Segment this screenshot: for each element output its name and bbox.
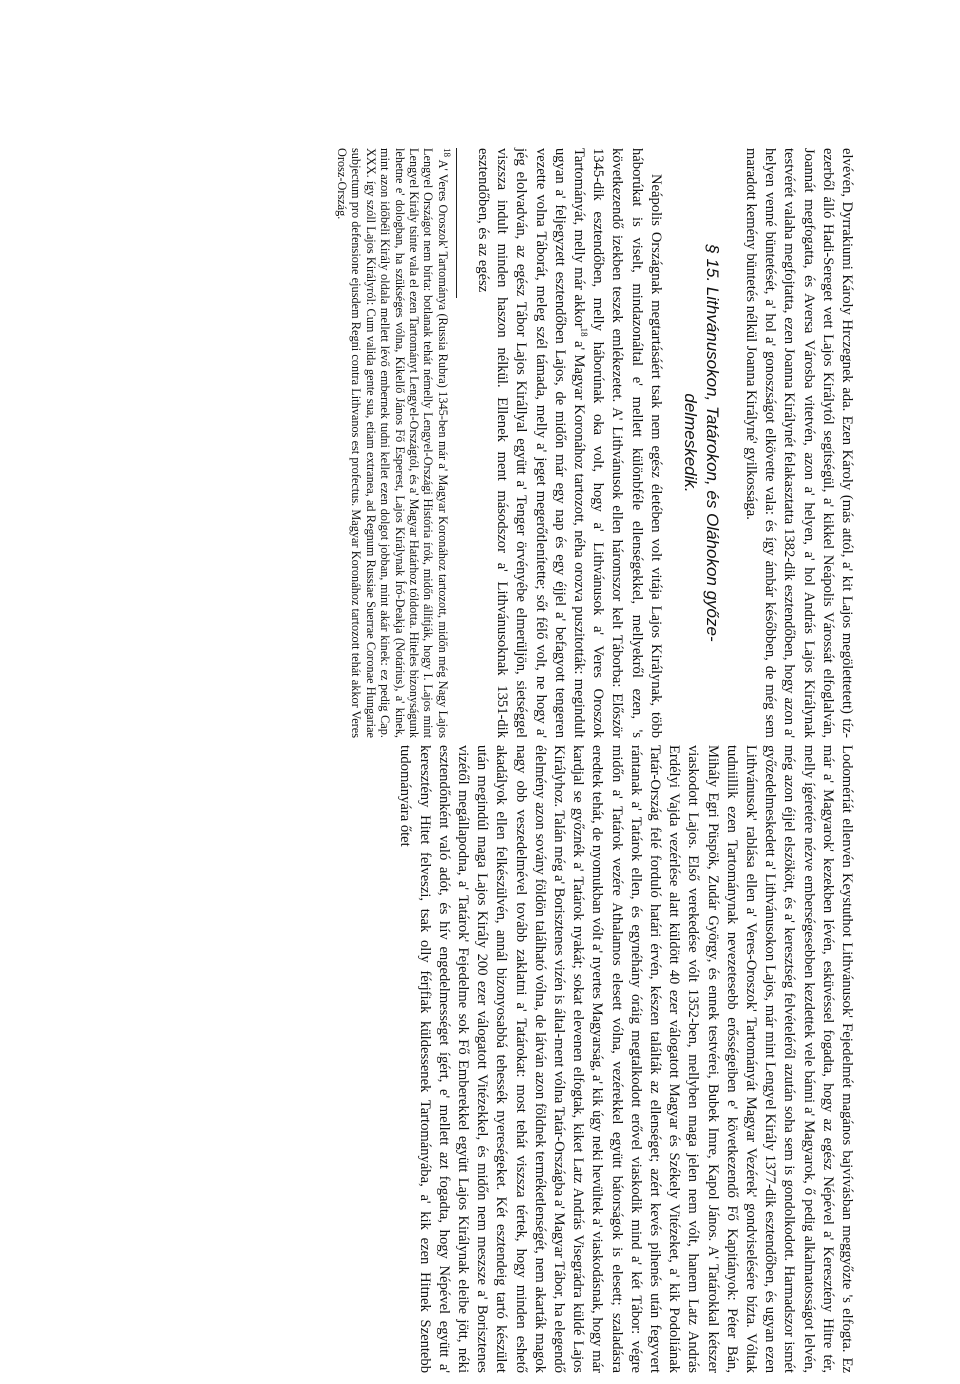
footnote <box>335 148 450 738</box>
footnote-text: A' Veres Oroszok' Tartománya (Russia Rubra) 1345-ben már a' Magyar Koronához tartozott, midőn még Nagy Lajos Lengyel Országot nem bírta: botlanak tehát némelly Lengyel-Országi História írók, midőn állítják, hogy I. Lajos mint Lengyel Király tsinte vala el ezen Tartományt Lengyel-Országtól, és a' Magyar Határhoz tóldotta. Hiteles bizonyságunk lehetne e' dologban, ha szükséges vólna, Kikellő János Fő Esperest, Lajos Királynak Író-Deakja (Notárius), a' kinek, mint azon időbéli Király oldala mellett lévő embernek tudni kellet ezen dolgot jobban, mint akár kinek: ez pedig Cap. XXX. így szóll Lajos Királyról: Cum valida gente sua, etiam extranea, ad Regnum Russiae Suerrae Coronae Hungariae subjectum pro defensione ejusdem Regni contra Lithvanos est profectus. Magyar Koronához tartozott tehát akkor Veres Orosz-Ország. <box>334 148 450 738</box>
footnote-reference: 18 <box>578 327 589 337</box>
left-paragraph-2 <box>473 148 665 738</box>
section-heading-line-2: delmeskedik. <box>680 393 700 493</box>
right-page-column <box>395 745 856 1373</box>
section-heading <box>679 148 723 738</box>
footnote-number: 18 <box>441 148 452 157</box>
left-paragraph-2-text: Neápolis Országnak megtartásáért tsak nem egész életében volt vitája Lajos Királynak, több háborúkat is viselt, mindazonáltal e' mellett különbféle ellenségekkel, mellyekről ezen, 's következendő izekben teszek emlékezetet. A' Lithvánusok ellen háromszor kelt Táborba: Először 1345-dik esztendőben, melly háborúnak oka volt, hogy a' Lithvánusok a' Veres Oroszok Tartományát, melly már akkor <box>570 148 664 738</box>
footnote-divider <box>456 148 457 298</box>
left-page-column <box>335 148 857 738</box>
left-paragraph-2-continued: a' Magyar Koronához tartozott, néha orozva puszitották: megindult ugyan a' feljegyzett esztendőben Lajos, de midőn már egy nap és egy éjjel a' befagyott tengeren vezette volna Táborát, meleg szél támada, melly a' jeget megerőtlenítette; sőt félő volt, ne hogy a' jég elolvadván, az egész Tábor Lajos Királlyal együtt a' Tenger örvényébe elmerüljön, sietséggel viszsza indult minden haszon nélkül. Ellenek ment másodszor a' Lithvánusoknak 1351-dik esztendőben, és az egész <box>474 148 587 738</box>
section-heading-line-1: § 15. Lithvánusokon, Tatárokon, és Oláhokon győze- <box>702 244 722 642</box>
right-paragraph-1: Lodoméríát ellenvén Keystuthot Lithvánusok' Fejedelmét magános bajvívásban meggyőzte 's elfogta. Ez már a' Magyarok' kezekben lévén, esküvéssel fogadta, hogy az egész Népével a' Keresztény Hitre tér, melly ígéretére nézve emberségesebben kezdettek vele bánni a' Magyarok, ő pedig alkalmatosságot lelvén, még azon éjjel elszökött, és a' keresztség felvételéről azután soha sem is gondolkodott. Harmadszor ismét győzedelmeskedett a' Lithvánusokon Lajos, már mint Lengyel Király 1377-dik esztendőben, és ugyan ezen Lithvánusok' rablása ellen a' Veres-Oroszok' Tartományát Magyar Vezérek' gondviselésére bízta. Vóltak tudniillik ezen Tartománynak nevezetesebb erősségeiben e' következendő Fő Kapitányok: Péter Bán, Mihály Egri Püspök, Zudár György, és ennek testvérei, Bubek Imre, Kapol János. A' Tatárokkal kétszer viaskodott Lajos. Első verekedése vólt 1352-ben, mellyben maga jelen nem vólt, hanem Latz András Erdélyi Vajda vezérlése alatt küldött 40 ezer válogatott Magyar és Székely Vitézeket, a' kik Podoliának Tatár-Ország felé forduló határi érvén, készen találták az ellenséget; azért kevés pihenés után fegyvert rántanak a' Tatárok ellen, és egynéhány óráig megtalkodott erővel viaskodik mind a' két Tábor: végre midőn a' Tatárok vezére Athalamos elesett vólna, vezérekkel együtt bátorságok is elesett; szaladásra eredtek tehát, de nyomukban vólt a' nyertes Magyarság, a' kik úgy neki hevültek a' viaskodásnak, hogy már kardjal se győznék a' Tatárok nyakát; sokat elevenen elfogtak, kiket Latz András Visegrádra küldé Lajos Királyhoz. Talán még a' Borisztenes vizén is által-ment vólna Tatár-Országba a' Magyar Tábor, ha elegendő élelmény azon sovány földön található vólna, de látván azon földnek terméketlenségét, nem akarták magok nagy obb veszedelmével tovább zaklatni a' Tatárokat: most tehát viszsza tértek, hogy minden eshető akadályok ellen felkészülvén, annál bizonyosabbá tehessék nyereségeket. Két esztendeig tartó készület után megindúl maga Lajos Király 200 ezer válogatott Vitézekkel, és midőn nem meszsze a' Borisztenes vizétől megállapodna, a' Tatárok' Fejedelme sok Fő Emberekkel együtt Lajos Királynak eleibe jött, néki esztendőnként való adót, és hív engedelmességet ígért, e' mellett azt fogadta, hogy Népével együtt a' keresztény Hitet felveszi, tsak olly férjfiak küldessenek Tartományába, a' kik ezen Hitnek Szentebb tudományára őtet <box>397 745 855 1374</box>
left-paragraph-1: elvévén, Dyrrakiumi Károly Hrczegnek ada. Ezen Károly (más attól, a' kit Lajos megölettetett) tíz-ezerből álló Hadi-Sereget vett Lajos Királytól segítségül, a' kikkel Neápolis Várossát elfoglalván, Joannát megfogatta, és Aversa Városba vitetvén, azon a' helyen, a' hol András Lajos Királynak testvérét valaha megfojtatta, ezen Joanna Királynét felakasztatta 1382-dik esztendőben, hogy azon a' helyen venné büntetését, a' hol a' gonoszságot elkövette vala: és így ámbár későbben, de még sem maradott kemény büntetés nélkül Joanna Királyné' gyilkossága. <box>742 148 855 738</box>
